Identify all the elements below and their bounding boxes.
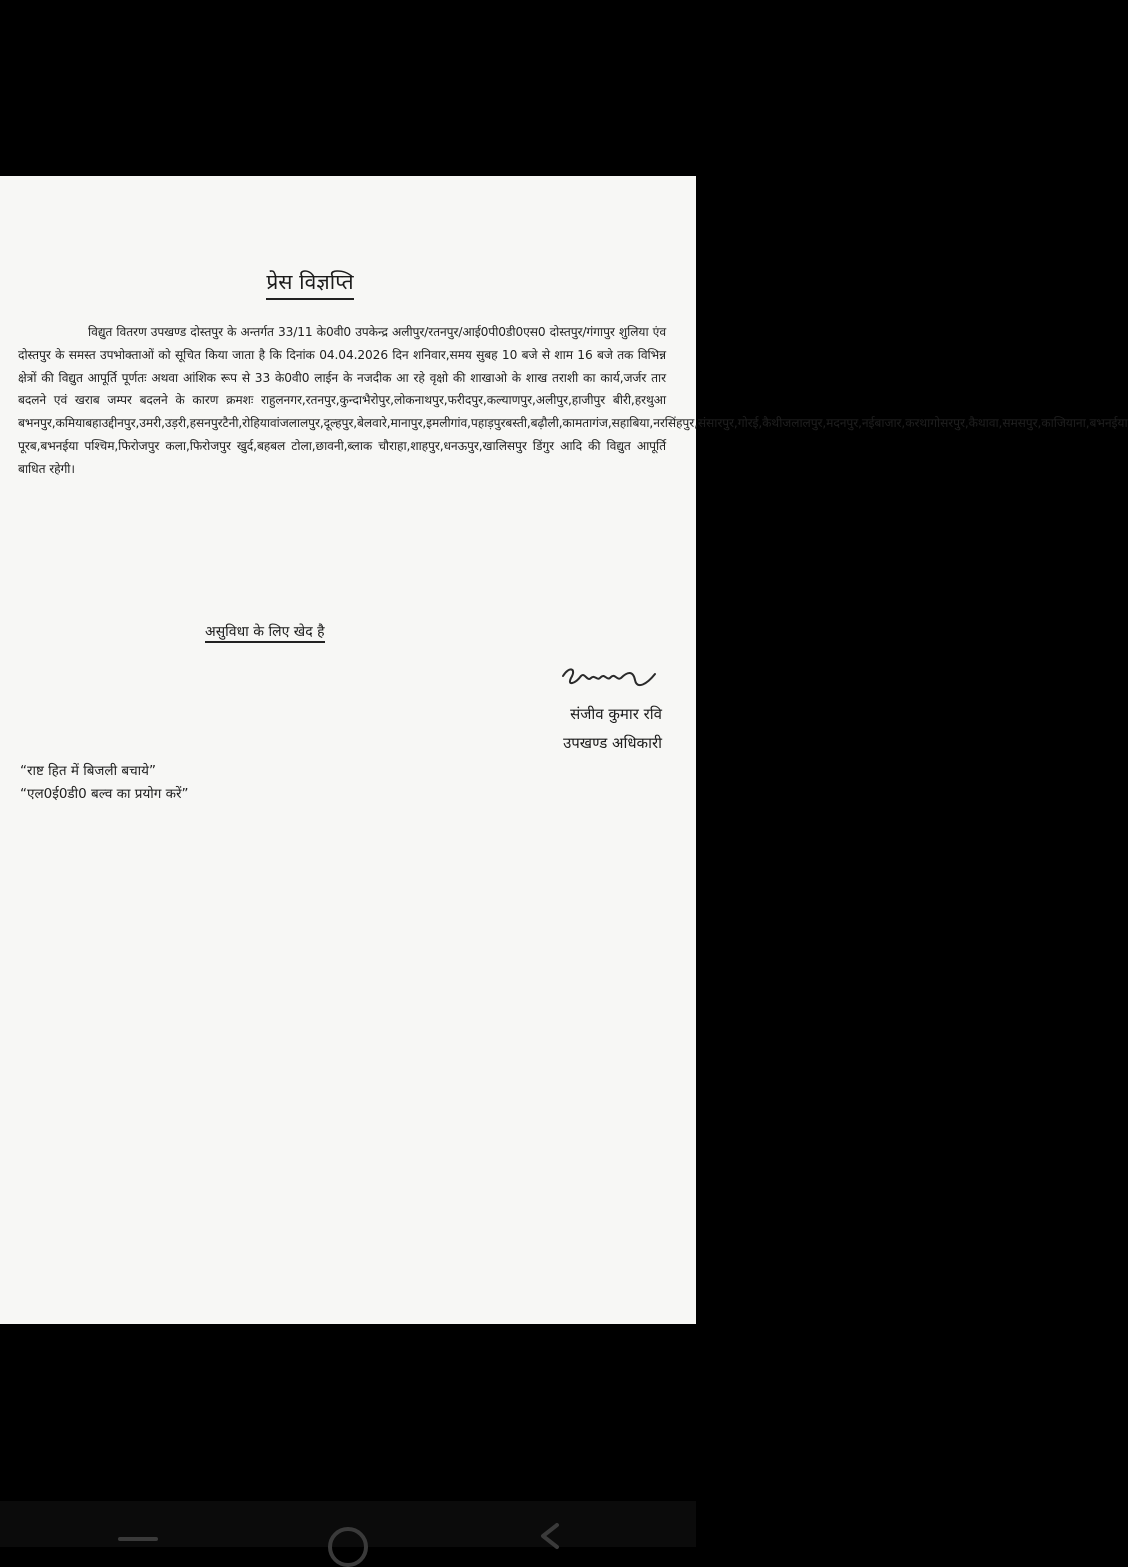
back-icon[interactable]	[535, 1521, 565, 1551]
top-black-bar	[0, 0, 696, 176]
signatory-title: उपखण्ड अधिकारी	[563, 734, 662, 752]
apology-text: असुविधा के लिए खेद है	[205, 624, 325, 643]
slogan-led-bulb: “एल0ई0डी0 बल्व का प्रयोग करें”	[20, 786, 189, 802]
document-body: विद्युत वितरण उपखण्ड दोस्तपुर के अन्तर्गत 33/11 के0वी0 उपकेन्द्र अलीपुर/रतनपुर/आई0पी0डी0एस0 दोस्तपुर/गंगापुर शुलिया एंव दोस्तपुर के समस्त उपभोक्ताओं को सूचित किया जाता है कि दिनांक 04.04.2026 दिन शनिवार,समय सुबह 10 बजे से शाम 16 बजे तक विभिन्न क्षेत्रों की विद्युत आपूर्ति पूर्णतः अथवा आंशिक रूप से 33 के0वी0 लाईन के नजदीक आ रहे वृक्षो की शाखाओ के शाख तराशी का कार्य,जर्जर तार बदलने एवं खराब जम्पर बदलने के कारण क्रमशः राहुलनगर,रतनपुर,कुन्दाभैरोपुर,लोकनाथपुर,फरीदपुर,कल्याणपुर,अलीपुर,हाजीपुर बीरी,हरथुआ बभनपुर,कमियाबहाउद्दीनपुर,उमरी,उड़री,हसनपुरटैनी,रोहियावांजलालपुर,दूल्हपुर,बेलवारे,मानापुर,इमलीगांव,पहाड़पुरबस्ती,बढ़ौली,कामतागंज,सहाबिया,नरसिंहपुर,संसारपुर,गोरई,कैथीजलालपुर,मदनपुर,नईबाजार,करथागोसरपुर,कैथावा,समसपुर,काजियाना,बभनईया पूरब,बभनईया पश्चिम,फिरोजपुर कला,फिरोजपुर खुर्द,बहबल टोला,छावनी,ब्लाक चौराहा,शाहपुर,धनऊपुर,खालिसपुर डिंगुर आदि की विद्युत आपूर्ति बाधित रहेगी।	[18, 325, 1128, 476]
document-title-text: प्रेस विज्ञप्ति	[266, 268, 353, 300]
document-title	[0, 268, 620, 300]
apology-line	[205, 622, 325, 641]
signature-icon	[555, 662, 665, 702]
home-button[interactable]	[328, 1527, 368, 1567]
bottom-black-area	[0, 1324, 696, 1547]
system-nav-bar	[0, 1501, 696, 1547]
signatory-name: संजीव कुमार रवि	[570, 705, 662, 723]
slogan-save-electricity: “राष्ट हित में बिजली बचाये”	[20, 763, 156, 779]
recent-apps-button[interactable]	[118, 1537, 158, 1541]
